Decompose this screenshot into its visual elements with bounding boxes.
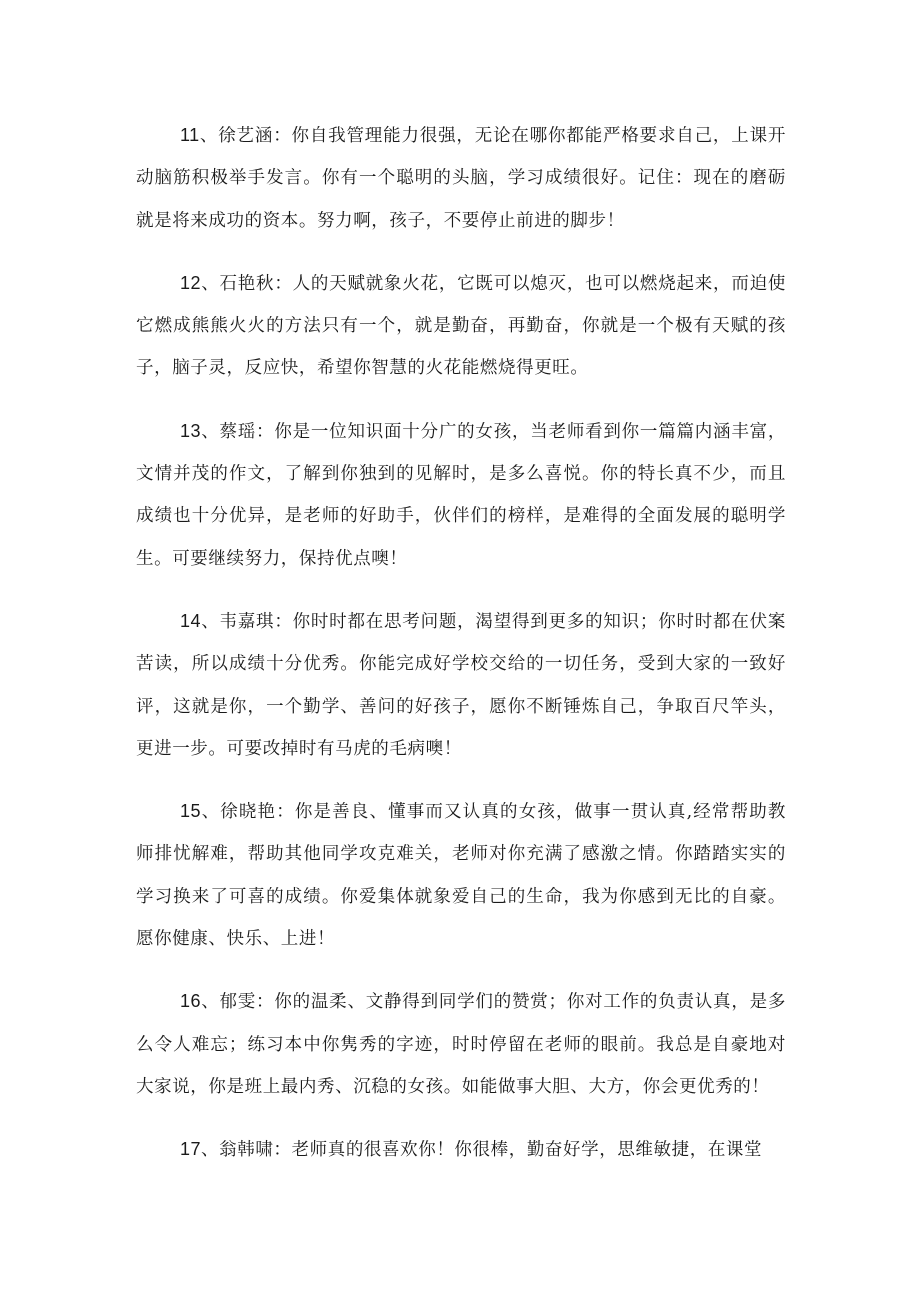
comment-paragraph [136,1128,786,1171]
paragraph-number: 17 [180,1139,202,1160]
paragraph-text: 、石艳秋：人的天赋就象火花，它既可以熄灭，也可以燃烧起来，而迫使它燃成熊熊火火的方法只有一个，就是勤奋，再勤奋，你就是一个极有天赋的孩子，脑子灵，反应快，希望你智慧的火花能燃烧得更旺。 [136,273,786,379]
paragraph-number: 11 [180,125,200,145]
comment-paragraph [136,410,786,580]
comment-paragraph [136,980,786,1108]
paragraph-text: 、郁雯：你的温柔、文静得到同学们的赞赏；你对工作的负责认真，是多么令人难忘；练习本中你隽秀的字迹，时时停留在老师的眼前。我总是自豪地对大家说，你是班上最内秀、沉稳的女孩。如能做事大胆、大方，你会更优秀的！ [136,992,786,1097]
paragraph-number: 15 [180,801,202,822]
paragraph-text: 、徐晓艳：你是善良、懂事而又认真的女孩，做事一贯认真,经常帮助教师排忧解难，帮助其他同学攻克难关，老师对你充满了感激之情。你踏踏实实的学习换来了可喜的成绩。你爱集体就象爱自己的生命，我为你感到无比的自豪。愿你健康、快乐、上进！ [136,802,786,950]
paragraph-number: 16 [180,991,202,1012]
document-body [136,114,786,1192]
paragraph-number: 13 [180,420,202,441]
paragraph-text: 、徐艺涵：你自我管理能力很强，无论在哪你都能严格要求自己，上课开动脑筋积极举手发言。你有一个聪明的头脑，学习成绩很好。记住：现在的磨砺就是将来成功的资本。努力啊，孩子，不要停止前进的脚步！ [136,126,786,231]
comment-paragraph [136,790,786,960]
paragraph-number: 14 [180,610,202,631]
comment-paragraph [136,114,786,242]
paragraph-text: 、蔡瑶：你是一位知识面十分广的女孩，当老师看到你一篇篇内涵丰富，文情并茂的作文，了解到你独到的见解时，是多么喜悦。你的特长真不少，而且成绩也十分优异，是老师的好助手，伙伴们的榜样，是难得的全面发展的聪明学生。可要继续努力，保持优点噢！ [136,421,786,569]
paragraph-number: 12 [180,272,202,293]
comment-paragraph [136,262,786,390]
comment-paragraph [136,600,786,770]
paragraph-text: 、韦嘉琪：你时时都在思考问题，渴望得到更多的知识；你时时都在伏案苦读，所以成绩十分优秀。你能完成好学校交给的一切任务，受到大家的一致好评，这就是你，一个勤学、善问的好孩子，愿你不断锤炼自己，争取百尺竿头，更进一步。可要改掉时有马虎的毛病噢！ [136,611,786,759]
paragraph-text: 、翁韩啸：老师真的很喜欢你！你很棒，勤奋好学，思维敏捷，在课堂 [201,1140,763,1161]
